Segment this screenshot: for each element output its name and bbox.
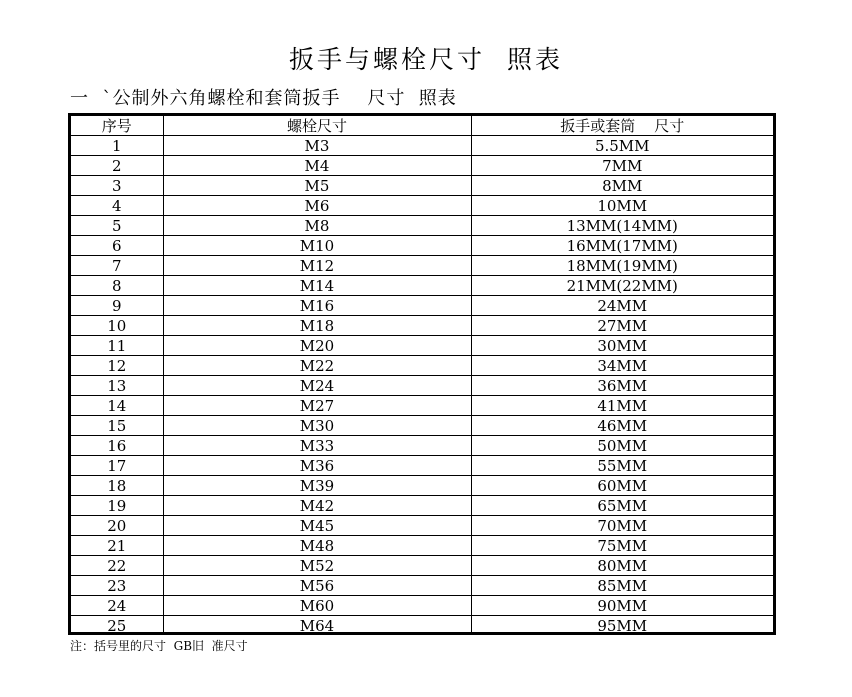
row-index-cell: 21: [71, 536, 163, 556]
bolt-size-cell: M8: [163, 216, 471, 236]
table-row: [71, 576, 773, 596]
wrench-size-cell: 75MM: [471, 536, 773, 556]
table-row: [71, 296, 773, 316]
bolt-size-cell: M24: [163, 376, 471, 396]
header-wrench-size: 扳手或套筒 尺寸: [471, 116, 773, 136]
bolt-size-cell: M10: [163, 236, 471, 256]
wrench-size-cell: 10MM: [471, 196, 773, 216]
wrench-size-cell: 95MM: [471, 616, 773, 636]
bolt-size-cell: M14: [163, 276, 471, 296]
bolt-wrench-size-table: [71, 116, 773, 635]
bolt-size-cell: M18: [163, 316, 471, 336]
bolt-size-cell: M6: [163, 196, 471, 216]
row-index-cell: 25: [71, 616, 163, 636]
wrench-size-cell: 24MM: [471, 296, 773, 316]
table-row: [71, 236, 773, 256]
row-index-cell: 5: [71, 216, 163, 236]
bolt-size-cell: M48: [163, 536, 471, 556]
row-index-cell: 9: [71, 296, 163, 316]
table-row: [71, 356, 773, 376]
bolt-size-cell: M36: [163, 456, 471, 476]
bolt-size-cell: M42: [163, 496, 471, 516]
row-index-cell: 23: [71, 576, 163, 596]
row-index-cell: 22: [71, 556, 163, 576]
wrench-size-cell: 34MM: [471, 356, 773, 376]
table-row: [71, 536, 773, 556]
table-row: [71, 476, 773, 496]
table-row: [71, 196, 773, 216]
bolt-size-cell: M64: [163, 616, 471, 636]
bolt-size-cell: M12: [163, 256, 471, 276]
wrench-size-cell: 70MM: [471, 516, 773, 536]
bolt-size-cell: M45: [163, 516, 471, 536]
bolt-size-cell: M5: [163, 176, 471, 196]
wrench-size-cell: 8MM: [471, 176, 773, 196]
bolt-size-cell: M30: [163, 416, 471, 436]
wrench-size-cell: 80MM: [471, 556, 773, 576]
row-index-cell: 15: [71, 416, 163, 436]
row-index-cell: 19: [71, 496, 163, 516]
bolt-size-cell: M56: [163, 576, 471, 596]
table-row: [71, 176, 773, 196]
bolt-size-cell: M27: [163, 396, 471, 416]
row-index-cell: 7: [71, 256, 163, 276]
table-row: [71, 456, 773, 476]
header-bolt-size: 螺栓尺寸: [163, 116, 471, 136]
row-index-cell: 3: [71, 176, 163, 196]
table-row: [71, 336, 773, 356]
bolt-size-cell: M22: [163, 356, 471, 376]
footnote: 注：括号里的尺寸 GB旧 准尺寸: [70, 639, 248, 653]
table-header-row: [71, 116, 773, 136]
wrench-size-cell: 5.5MM: [471, 136, 773, 156]
bolt-size-cell: M39: [163, 476, 471, 496]
wrench-size-cell: 36MM: [471, 376, 773, 396]
row-index-cell: 17: [71, 456, 163, 476]
wrench-size-cell: 13MM(14MM): [471, 216, 773, 236]
row-index-cell: 1: [71, 136, 163, 156]
table-row: [71, 136, 773, 156]
header-index: 序号: [71, 116, 163, 136]
wrench-size-cell: 46MM: [471, 416, 773, 436]
wrench-size-cell: 50MM: [471, 436, 773, 456]
row-index-cell: 4: [71, 196, 163, 216]
wrench-size-cell: 85MM: [471, 576, 773, 596]
table-row: [71, 596, 773, 616]
table-row: [71, 556, 773, 576]
wrench-size-cell: 41MM: [471, 396, 773, 416]
page-title: 扳手与螺栓尺寸 照表: [289, 45, 563, 74]
row-index-cell: 6: [71, 236, 163, 256]
wrench-size-cell: 60MM: [471, 476, 773, 496]
bolt-size-cell: M52: [163, 556, 471, 576]
wrench-size-cell: 27MM: [471, 316, 773, 336]
bolt-size-cell: M60: [163, 596, 471, 616]
wrench-size-cell: 55MM: [471, 456, 773, 476]
row-index-cell: 2: [71, 156, 163, 176]
bolt-size-cell: M3: [163, 136, 471, 156]
wrench-size-cell: 65MM: [471, 496, 773, 516]
table-row: [71, 156, 773, 176]
row-index-cell: 18: [71, 476, 163, 496]
wrench-size-cell: 18MM(19MM): [471, 256, 773, 276]
bolt-size-cell: M33: [163, 436, 471, 456]
table-row: [71, 376, 773, 396]
bolt-size-cell: M20: [163, 336, 471, 356]
table-row: [71, 276, 773, 296]
table-row: [71, 436, 773, 456]
row-index-cell: 10: [71, 316, 163, 336]
row-index-cell: 20: [71, 516, 163, 536]
table-row: [71, 516, 773, 536]
row-index-cell: 13: [71, 376, 163, 396]
table-row: [71, 216, 773, 236]
bolt-size-cell: M16: [163, 296, 471, 316]
wrench-size-cell: 90MM: [471, 596, 773, 616]
bolt-size-cell: M4: [163, 156, 471, 176]
row-index-cell: 16: [71, 436, 163, 456]
row-index-cell: 8: [71, 276, 163, 296]
wrench-size-cell: 7MM: [471, 156, 773, 176]
row-index-cell: 24: [71, 596, 163, 616]
section-heading: 一 `公制外六角螺栓和套筒扳手 尺寸 照表: [70, 88, 457, 109]
wrench-size-cell: 30MM: [471, 336, 773, 356]
table-row: [71, 256, 773, 276]
row-index-cell: 14: [71, 396, 163, 416]
wrench-size-cell: 21MM(22MM): [471, 276, 773, 296]
table-row: [71, 416, 773, 436]
table-row: [71, 616, 773, 636]
size-table-frame: [68, 113, 776, 635]
row-index-cell: 12: [71, 356, 163, 376]
row-index-cell: 11: [71, 336, 163, 356]
table-row: [71, 396, 773, 416]
table-row: [71, 496, 773, 516]
table-row: [71, 316, 773, 336]
table-body: [71, 136, 773, 636]
wrench-size-cell: 16MM(17MM): [471, 236, 773, 256]
